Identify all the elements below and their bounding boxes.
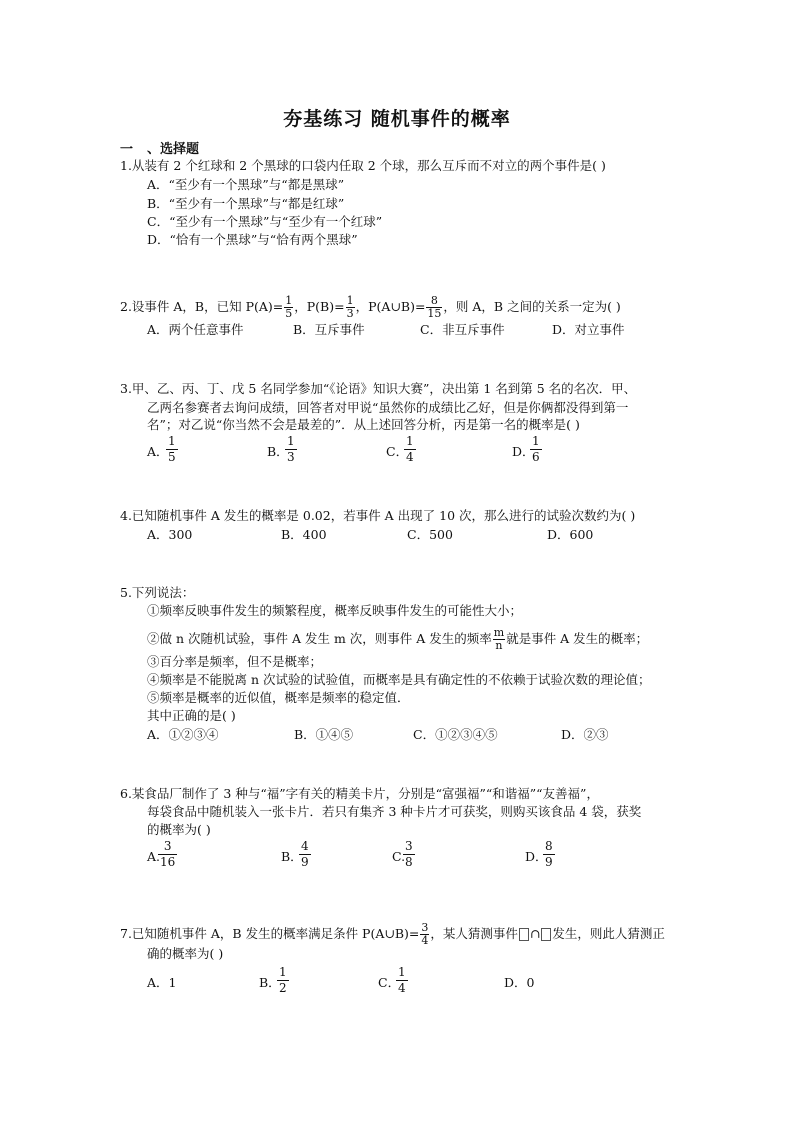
q6-option-a-fraction [158, 839, 177, 870]
q7-option-b-label: B． [259, 975, 281, 990]
q3-d-numerator: 1 [532, 434, 540, 448]
missing-glyph-box-icon [519, 928, 529, 941]
section-heading [120, 138, 199, 157]
q1-stem: 1.从装有 2 个红球和 2 个黑球的口袋内任取 2 个球，那么互斥而不对立的两个事件是( ) [120, 158, 606, 173]
q4-stem: 4.已知随机事件 A 发生的概率是 0.02，若事件 A 出现了 10 次，那么进行的试验次数约为( ) [120, 508, 636, 523]
q2-pa-numerator: 1 [285, 294, 293, 307]
q6-d-denominator: 9 [545, 855, 553, 869]
q7-stem [120, 922, 665, 947]
section-number: 一 [120, 142, 134, 157]
q5-option-a: A．①②③④ [147, 727, 219, 742]
q5-n-denominator: n [495, 639, 503, 652]
q6-c-denominator: 8 [405, 855, 413, 869]
q2-stem [120, 295, 621, 320]
q2-text-d: ，则 A，B 之间的关系一定为( ) [443, 299, 621, 314]
q6-option-b-label: B． [281, 849, 303, 864]
q6-a-numerator: 3 [158, 839, 177, 855]
q7-text-d: 发生，则此人猜测正 [552, 926, 665, 941]
q3-c-numerator: 1 [406, 434, 414, 448]
q2-fraction-pb [346, 295, 355, 320]
q7-option-a: A．1 [147, 975, 177, 990]
q6-b-numerator: 4 [301, 839, 309, 853]
q6-option-d-fraction [543, 839, 555, 870]
q3-option-b-label: B． [267, 444, 289, 459]
q1-option-c: C．“至少有一个黑球”与“至少有一个红球” [147, 214, 383, 229]
q5-stem: 5.下列说法： [120, 585, 195, 600]
q4-option-d: D．600 [547, 527, 594, 542]
q2-text-a: 2.设事件 A，B，已知 P(A)= [120, 299, 284, 314]
q5-option-d: D．②③ [561, 727, 609, 742]
q4-option-b: B．400 [281, 527, 327, 542]
q6-option-a-label: A. [147, 849, 161, 864]
q6-stem-line-3: 的概率为( ) [147, 822, 211, 837]
q5-option-b: B．①④⑤ [294, 727, 354, 742]
q2-punion-denominator: 15 [427, 307, 442, 320]
q1-option-d: D．“恰有一个黑球”与“恰有两个黑球” [147, 232, 358, 247]
q3-a-denominator: 5 [168, 450, 176, 464]
q6-stem-line-1: 6.某食品厂制作了 3 种与“福”字有关的精美卡片，分别是“富强福”“和谐福”“友善福”， [120, 786, 599, 801]
q3-option-c-fraction [404, 434, 416, 465]
q2-fraction-pa [284, 295, 293, 320]
q7-text-a: 7.已知随机事件 A，B 发生的概率满足条件 P(A∪B)= [120, 926, 420, 941]
q7-option-b-fraction [277, 965, 289, 996]
q6-a-denominator: 16 [160, 855, 176, 869]
q3-option-d-fraction [530, 434, 542, 465]
q2-text-c: ，P(A∪B)= [355, 299, 426, 314]
q7-text-c: ∩ [529, 926, 541, 941]
q7-option-c-fraction [396, 965, 408, 996]
q2-pb-numerator: 1 [346, 294, 354, 307]
q2-option-c: C．非互斥事件 [420, 322, 505, 337]
q7-option-d: D．0 [504, 975, 535, 990]
q7-denominator: 4 [421, 934, 429, 947]
q7-b-numerator: 1 [279, 965, 287, 979]
q2-pb-denominator: 3 [346, 307, 354, 320]
q3-d-denominator: 6 [532, 450, 540, 464]
q7-numerator: 3 [421, 921, 429, 934]
q5-statement-5: ⑤频率是概率的近似值，概率是频率的稳定值． [147, 690, 410, 705]
q7-c-numerator: 1 [398, 965, 406, 979]
q7-stem-line-2: 确的概率为( ) [147, 946, 224, 961]
q7-option-c-label: C． [378, 975, 401, 990]
q4-option-c: C．500 [407, 527, 453, 542]
q5-statement-1: ①频率反映事件发生的频繁程度，概率反映事件发生的可能性大小； [147, 603, 523, 618]
q1-option-b: B．“至少有一个黑球”与“都是红球” [147, 196, 345, 211]
q6-option-d-label: D． [525, 849, 548, 864]
q3-c-denominator: 4 [406, 450, 414, 464]
q5-option-c: C．①②③④⑤ [413, 727, 498, 742]
q2-punion-numerator: 8 [426, 295, 442, 308]
q3-option-c-label: C． [386, 444, 409, 459]
q5-fraction-mn [493, 627, 505, 652]
q6-option-c-fraction [403, 839, 415, 870]
q6-b-denominator: 9 [301, 855, 309, 869]
q3-option-a-label: A． [147, 444, 169, 459]
q3-option-a-fraction [166, 434, 178, 465]
q5-statement-3: ③百分率是频率，但不是概率； [147, 654, 323, 669]
q6-option-b-fraction [299, 839, 311, 870]
q2-pa-denominator: 5 [285, 307, 293, 320]
q3-b-numerator: 1 [287, 434, 295, 448]
q3-option-d-label: D． [512, 444, 535, 459]
q6-option-c-label: C. [392, 849, 406, 864]
q6-c-numerator: 3 [405, 839, 413, 853]
q5-statement-4: ④频率是不能脱离 n 次试验的试验值，而概率是具有确定性的不依赖于试验次数的理论值； [147, 672, 651, 687]
q2-text-b: ，P(B)= [294, 299, 345, 314]
q7-b-denominator: 2 [279, 981, 287, 995]
q6-d-numerator: 8 [545, 839, 553, 853]
q3-a-numerator: 1 [168, 434, 176, 448]
missing-glyph-box-icon [541, 928, 551, 941]
q7-text-b: ，某人猜测事件 [430, 926, 518, 941]
q5-statement-2-text-a: ②做 n 次随机试验，事件 A 发生 m 次，则事件 A 发生的频率 [147, 631, 492, 646]
q5-ask: 其中正确的是( ) [147, 708, 236, 723]
q5-m-numerator: m [493, 626, 505, 639]
q3-stem-line-2: 乙两名参赛者去询问成绩，回答者对甲说“虽然你的成绩比乙好，但是你俩都没得到第一 [147, 400, 629, 415]
q3-stem-line-3: 名”；对乙说“你当然不会是最差的”．从上述回答分析，丙是第一名的概率是( ) [147, 417, 580, 432]
q6-stem-line-2: 每袋食品中随机装入一张卡片．若只有集齐 3 种卡片才可获奖，则购买该食品 4 袋，获奖 [147, 804, 642, 819]
q2-fraction-punion [426, 295, 442, 320]
q2-option-b: B．互斥事件 [293, 322, 365, 337]
q5-statement-2 [147, 627, 648, 652]
q1-option-a: A．“至少有一个黑球”与“都是黑球” [147, 177, 345, 192]
q5-statement-2-text-b: 就是事件 A 发生的概率； [506, 631, 649, 646]
q2-option-d: D．对立事件 [552, 322, 625, 337]
q7-c-denominator: 4 [398, 981, 406, 995]
section-label: 、选择题 [147, 142, 200, 157]
q2-option-a: A．两个任意事件 [147, 322, 244, 337]
q7-fraction [420, 922, 429, 947]
q4-option-a: A．300 [147, 527, 193, 542]
page-title: 夯基练习 随机事件的概率 [283, 108, 511, 130]
q3-option-b-fraction [285, 434, 297, 465]
q3-b-denominator: 3 [287, 450, 295, 464]
q3-stem-line-1: 3.甲、乙、丙、丁、戊 5 名同学参加“《论语》知识大赛”，决出第 1 名到第 5 名的名次．甲、 [120, 381, 637, 396]
